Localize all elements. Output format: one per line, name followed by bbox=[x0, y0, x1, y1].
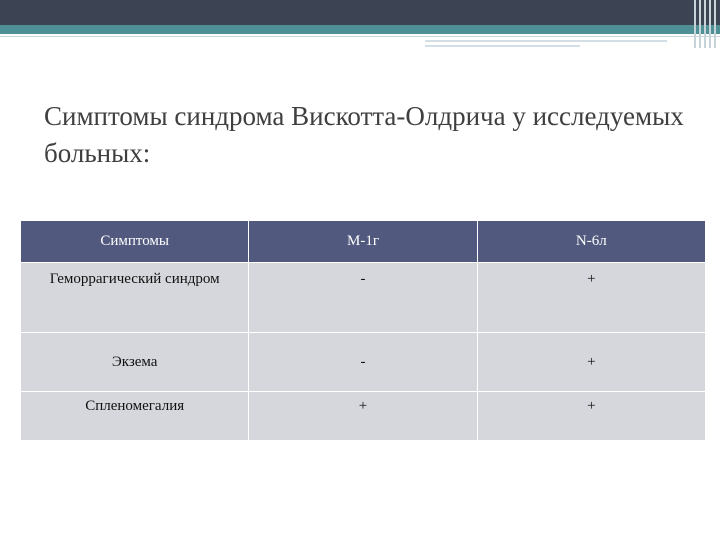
cell-symptom-name: Геморрагический синдром bbox=[21, 263, 249, 333]
cell-symptom-name: Спленомегалия bbox=[21, 392, 249, 441]
cell-patient-m-value: - bbox=[249, 333, 477, 392]
symptoms-table bbox=[20, 220, 706, 441]
top-banner-dark bbox=[0, 0, 720, 25]
slide-title: Симптомы синдрома Вискотта-Олдрича у исследуемых больных: bbox=[44, 101, 684, 168]
cell-patient-m-value: - bbox=[249, 263, 477, 333]
table-header-row bbox=[21, 221, 706, 263]
cell-patient-n-value: + bbox=[477, 333, 705, 392]
table-row bbox=[21, 392, 706, 441]
table-row bbox=[21, 333, 706, 392]
top-divider-line bbox=[0, 36, 720, 37]
cell-patient-n-value: + bbox=[477, 263, 705, 333]
cell-patient-n-value: + bbox=[477, 392, 705, 441]
cell-patient-m-value: + bbox=[249, 392, 477, 441]
top-decor-line-short bbox=[425, 45, 580, 47]
header-symptoms: Симптомы bbox=[21, 221, 249, 263]
top-decor-line bbox=[425, 40, 667, 42]
table-row bbox=[21, 263, 706, 333]
header-patient-m: М-1г bbox=[249, 221, 477, 263]
cell-symptom-name: Экзема bbox=[21, 333, 249, 392]
corner-stripes-decoration bbox=[686, 0, 720, 48]
header-patient-n: N-6л bbox=[477, 221, 705, 263]
top-banner-accent bbox=[0, 25, 720, 34]
